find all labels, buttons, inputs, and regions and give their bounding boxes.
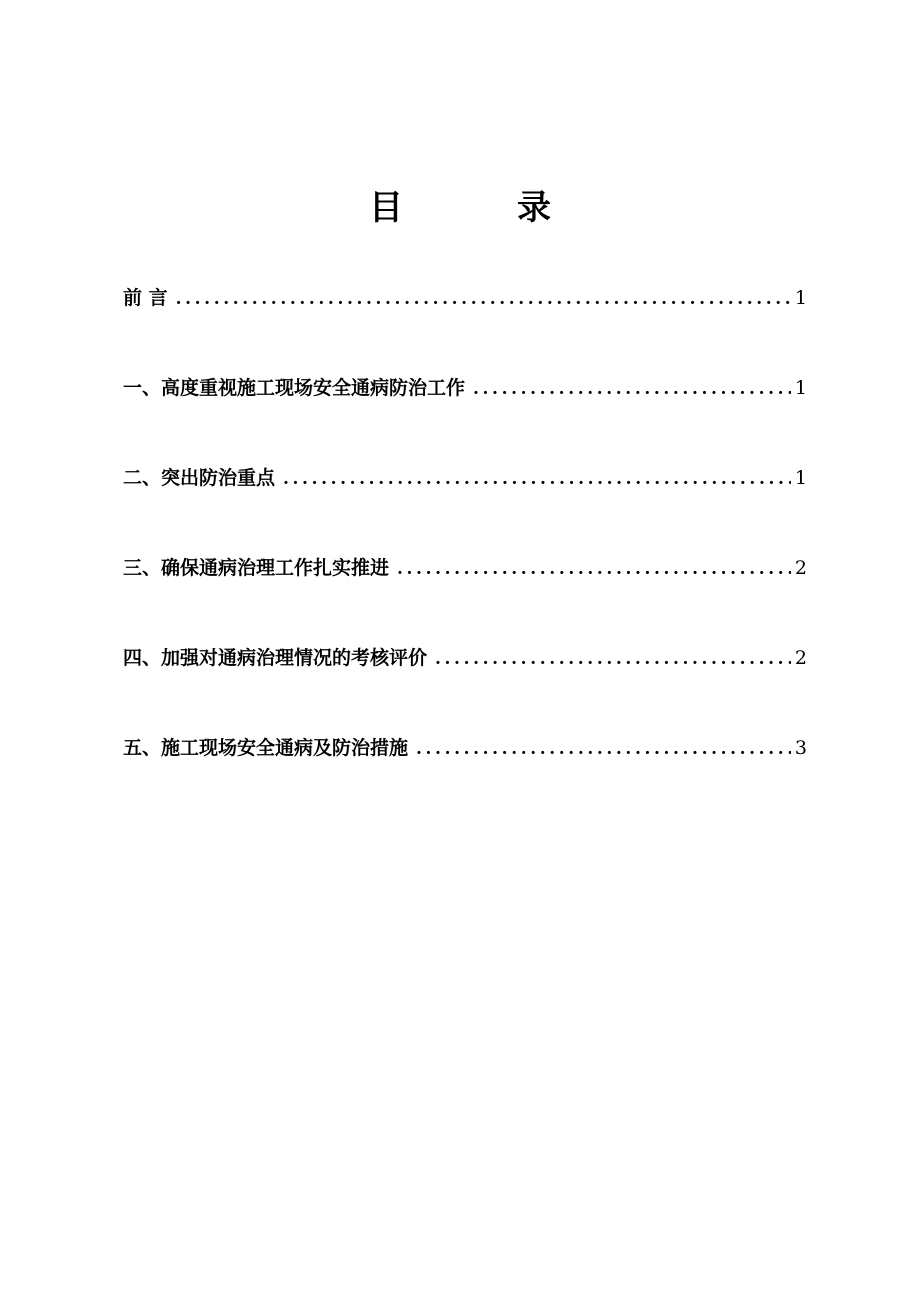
toc-entry-text: 五、施工现场安全通病及防治措施 [123, 737, 409, 759]
toc-leader-dots [283, 463, 791, 495]
toc-entry-text: 三、确保通病治理工作扎实推进 [123, 557, 390, 579]
toc-entry-text: 前 言 [123, 287, 168, 309]
toc-leader-dots [416, 733, 791, 765]
toc-entry[interactable] [123, 732, 807, 764]
toc-entry-page: 3 [794, 737, 807, 759]
toc-entry-page: 2 [794, 647, 807, 669]
toc-leader-dots [473, 373, 791, 405]
toc-entry-page: 2 [794, 557, 807, 579]
toc-entry-text: 一、高度重视施工现场安全通病防治工作 [123, 377, 466, 399]
toc-entry[interactable] [123, 282, 807, 314]
toc-entry-text: 四、加强对通病治理情况的考核评价 [123, 647, 428, 669]
toc-entry[interactable] [123, 372, 807, 404]
toc-entry-page: 1 [794, 377, 807, 399]
toc-list [123, 282, 807, 822]
toc-leader-dots [397, 553, 791, 585]
toc-entry[interactable] [123, 642, 807, 674]
toc-leader-dots [176, 283, 791, 315]
toc-entry[interactable] [123, 552, 807, 584]
toc-title: 目 录 [369, 188, 591, 228]
toc-entry-page: 1 [794, 287, 807, 309]
toc-entry-text: 二、突出防治重点 [123, 467, 276, 489]
toc-entry[interactable] [123, 462, 807, 494]
toc-leader-dots [435, 643, 791, 675]
toc-entry-page: 1 [794, 467, 807, 489]
